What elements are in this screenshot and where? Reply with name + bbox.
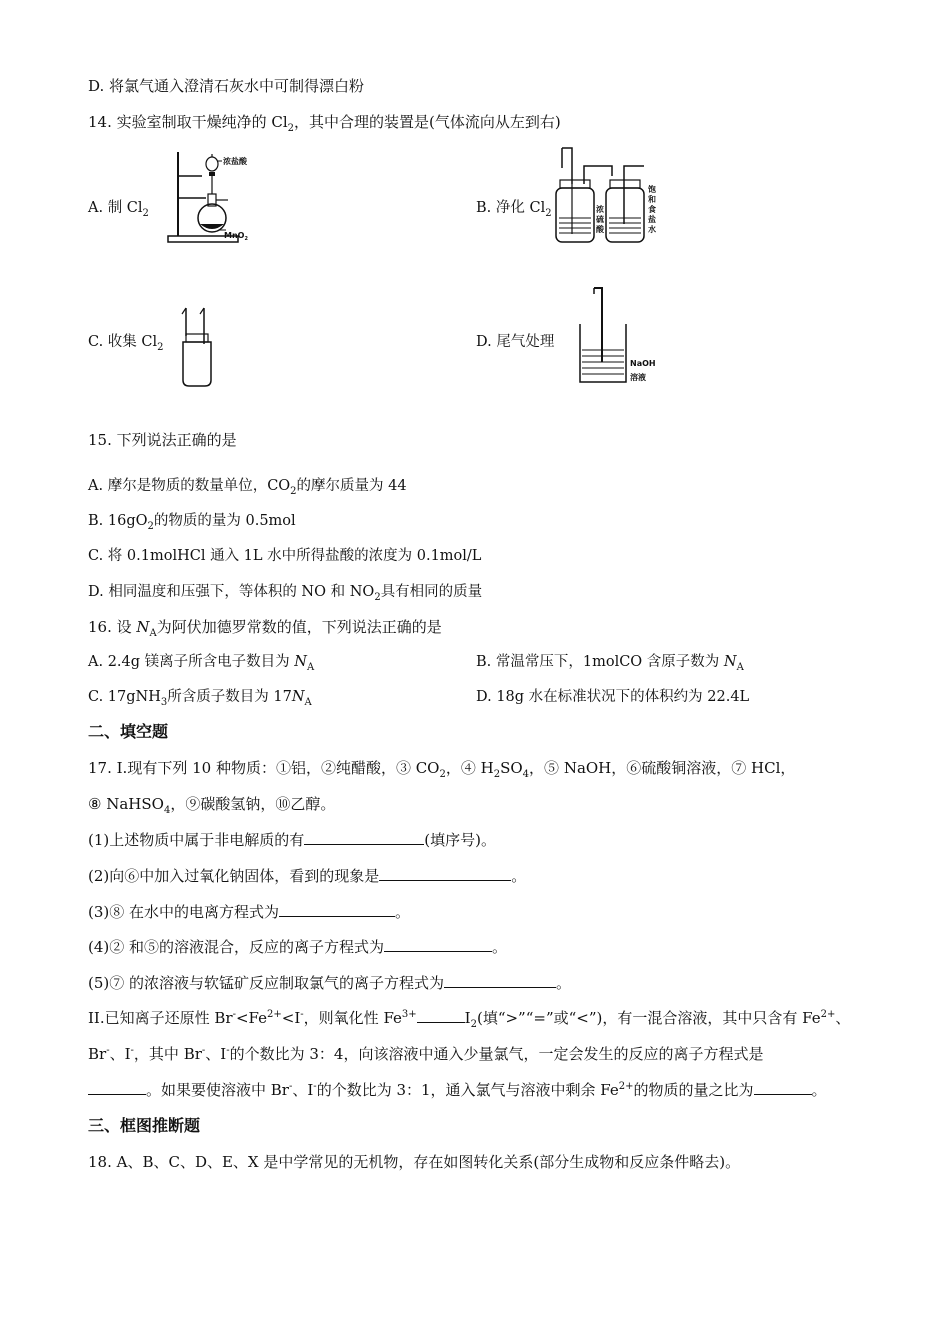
brine-char-1: 饱	[648, 185, 656, 194]
q16-option-c: C. 17gNH$_3$所含质子数目为 $17N_A$	[88, 689, 312, 708]
q15-option-b: B. $16gO_2$的物质的量为 0.5mol	[88, 513, 296, 532]
apparatus-generator-image	[166, 148, 256, 246]
q17-ii-line-3: 。如果要使溶液中 Br-、I-的个数比为 3：1，通入氯气与溶液中剩余 $Fe^{2+}$的物质的量之比为 。	[88, 1080, 827, 1100]
q14-option-d: D. 尾气处理	[476, 334, 555, 350]
q15-option-c: C. 将 0.1molHCl 通入 1L 水中所得盐酸的浓度为 0.1mol/L	[88, 548, 482, 564]
q18-stem: 18. A、B、C、D、E、X 是中学常见的无机物，存在如图转化关系(部分生成物和反应条件略去)。	[88, 1153, 741, 1171]
conc-sulfuric-char-1: 浓	[596, 205, 604, 214]
answer-blank-6[interactable]	[417, 1008, 465, 1023]
q17-part-2: (2)向⑥中加入过氧化钠固体，看到的现象是 。	[88, 867, 527, 885]
q17-part-5: (5)⑦ 的浓溶液与软锰矿反应制取氯气的离子方程式为 。	[88, 974, 572, 992]
answer-blank-8[interactable]	[754, 1080, 812, 1095]
answer-blank-5[interactable]	[444, 973, 556, 988]
q17-ii-line-2: Br-、I-，其中 Br-、I-的个数比为 3：4，向该溶液中通入少量氯气，一定会发生的反应的离子方程式是	[88, 1045, 764, 1063]
q16-option-b: B. 常温常压下，1molCO 含原子数为 $N_A$	[476, 654, 744, 673]
reagent-conc-hcl-label: 浓盐酸	[223, 157, 247, 166]
q15-option-d: D. 相同温度和压强下，等体积的 NO 和 $NO_2$具有相同的质量	[88, 584, 483, 603]
conc-sulfuric-char-2: 硫	[596, 215, 604, 224]
section-2-heading: 二、填空题	[88, 722, 169, 741]
answer-blank-2[interactable]	[379, 866, 511, 881]
answer-blank-4[interactable]	[384, 937, 492, 952]
brine-char-4: 盐	[648, 215, 656, 224]
q17-ii-line-1: II.已知离子还原性 $Br^-<Fe^{2+}<I^-$，则氧化性 $Fe^{3+}$ $I_2$(填“>”“=”或“<”)，有一混合溶液，其中只含有 $Fe^{2+}$、	[88, 1009, 851, 1030]
answer-blank-3[interactable]	[279, 902, 395, 917]
apparatus-purification-image	[554, 144, 666, 248]
conc-sulfuric-char-3: 酸	[596, 225, 604, 234]
brine-char-5: 水	[648, 225, 656, 234]
q15-stem: 15. 下列说法正确的是	[88, 431, 237, 449]
answer-blank-1[interactable]	[304, 830, 424, 845]
q17-part-1: (1)上述物质中属于非电解质的有 (填序号)。	[88, 831, 496, 849]
brine-char-3: 食	[648, 205, 656, 214]
answer-blank-7[interactable]	[88, 1080, 146, 1095]
section-3-heading: 三、框图推断题	[88, 1116, 201, 1135]
solution-label: 溶液	[630, 373, 646, 382]
q17-part-3: (3)⑧ 在水中的电离方程式为 。	[88, 903, 411, 921]
q17-part-4: (4)② 和⑤的溶液混合，反应的离子方程式为 。	[88, 938, 508, 956]
apparatus-tail-gas-image	[576, 284, 666, 388]
q16-option-a: A. 2.4g 镁离子所含电子数目为 $N_A$	[88, 654, 315, 673]
q17-line-2: ⑧ NaHSO$_4$，⑨碳酸氢钠，⑩乙醇。	[88, 795, 336, 816]
q17-line-1: 17. I.现有下列 10 种物质：①铝，②纯醋酸，③ $CO_2$，④ $H_2SO_4$，⑤ NaOH，⑥硫酸铜溶液，⑦ HCl，	[88, 759, 796, 780]
q14-option-c: C. 收集 $Cl_2$	[88, 334, 164, 353]
reagent-mno2-label: MnO$_2$	[224, 231, 248, 242]
apparatus-collection-image	[178, 304, 218, 388]
naoh-label: NaOH	[630, 359, 656, 368]
q16-stem: 16. 设 $N_A$为阿伏加德罗常数的值，下列说法正确的是	[88, 618, 442, 639]
q16-option-d: D. 18g 水在标准状况下的体积约为 22.4L	[476, 689, 750, 705]
q15-option-a: A. 摩尔是物质的数量单位，$CO_2$的摩尔质量为 44	[88, 478, 407, 497]
brine-char-2: 和	[648, 195, 656, 204]
q14-option-a: A. 制 $Cl_2$	[88, 200, 149, 219]
q13-option-d: D. 将氯气通入澄清石灰水中可制得漂白粉	[88, 77, 365, 95]
q14-stem: 14. 实验室制取干燥纯净的 $Cl_2$，其中合理的装置是(气体流向从左到右)	[88, 113, 561, 134]
q14-option-b: B. 净化 $Cl_2$	[476, 200, 552, 219]
